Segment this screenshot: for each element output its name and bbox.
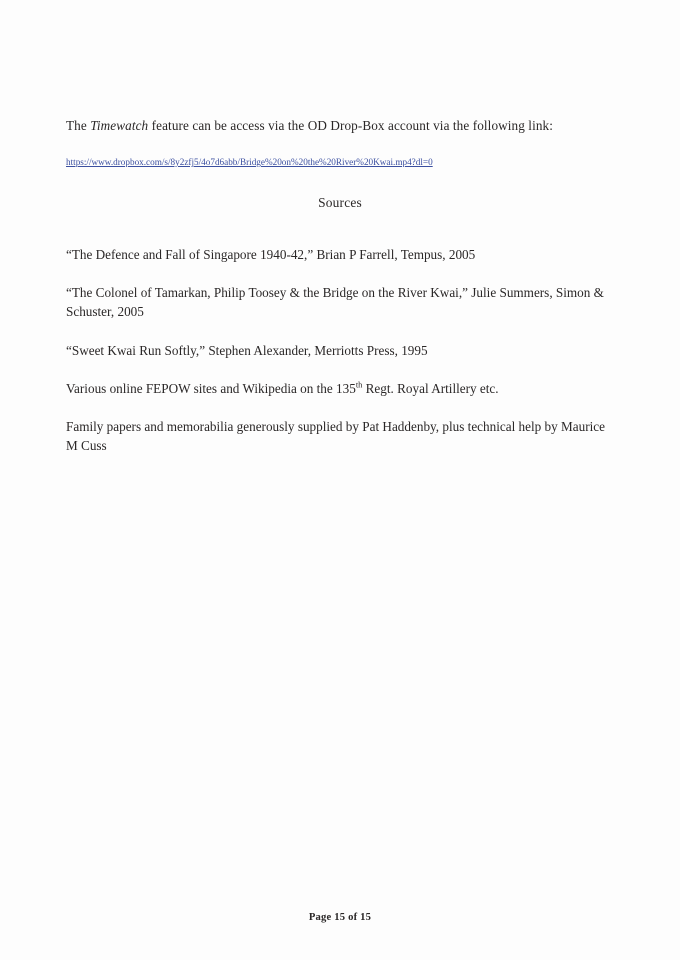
reference-suffix: Regt. Royal Artillery etc. [362,380,499,396]
reference-prefix: Various online FEPOW sites and Wikipedia on the 135 [66,380,356,396]
reference-item: “Sweet Kwai Run Softly,” Stephen Alexander, Merriotts Press, 1995 [66,342,428,358]
intro-text-after: feature can be access via the OD Drop-Box account via the following link: [148,118,553,133]
intro-paragraph [66,116,614,135]
reference-item [66,379,614,398]
reference-superscript: th [355,380,363,390]
sources-heading: Sources [318,195,362,211]
reference-item: “The Defence and Fall of Singapore 1940-42,” Brian P Farrell, Tempus, 2005 [66,247,476,263]
dropbox-link-line[interactable] [66,157,614,169]
reference-item: Family papers and memorabilia generously supplied by Pat Haddenby, plus technical help by Maurice M Cuss [66,418,605,453]
intro-italic-title: Timewatch [90,118,149,133]
document-body [66,116,614,455]
dropbox-link[interactable]: https://www.dropbox.com/s/8y2zfj5/4o7d6abb/Bridge%20on%20the%20River%20Kwai.mp4?dl=0 [66,157,433,168]
intro-text-before: The [66,118,91,133]
reference-item: “The Colonel of Tamarkan, Philip Toosey & the Bridge on the River Kwai,” Julie Summers, Simon & Schuster, 2005 [66,285,604,320]
page-footer: Page 15 of 15 [308,912,372,923]
